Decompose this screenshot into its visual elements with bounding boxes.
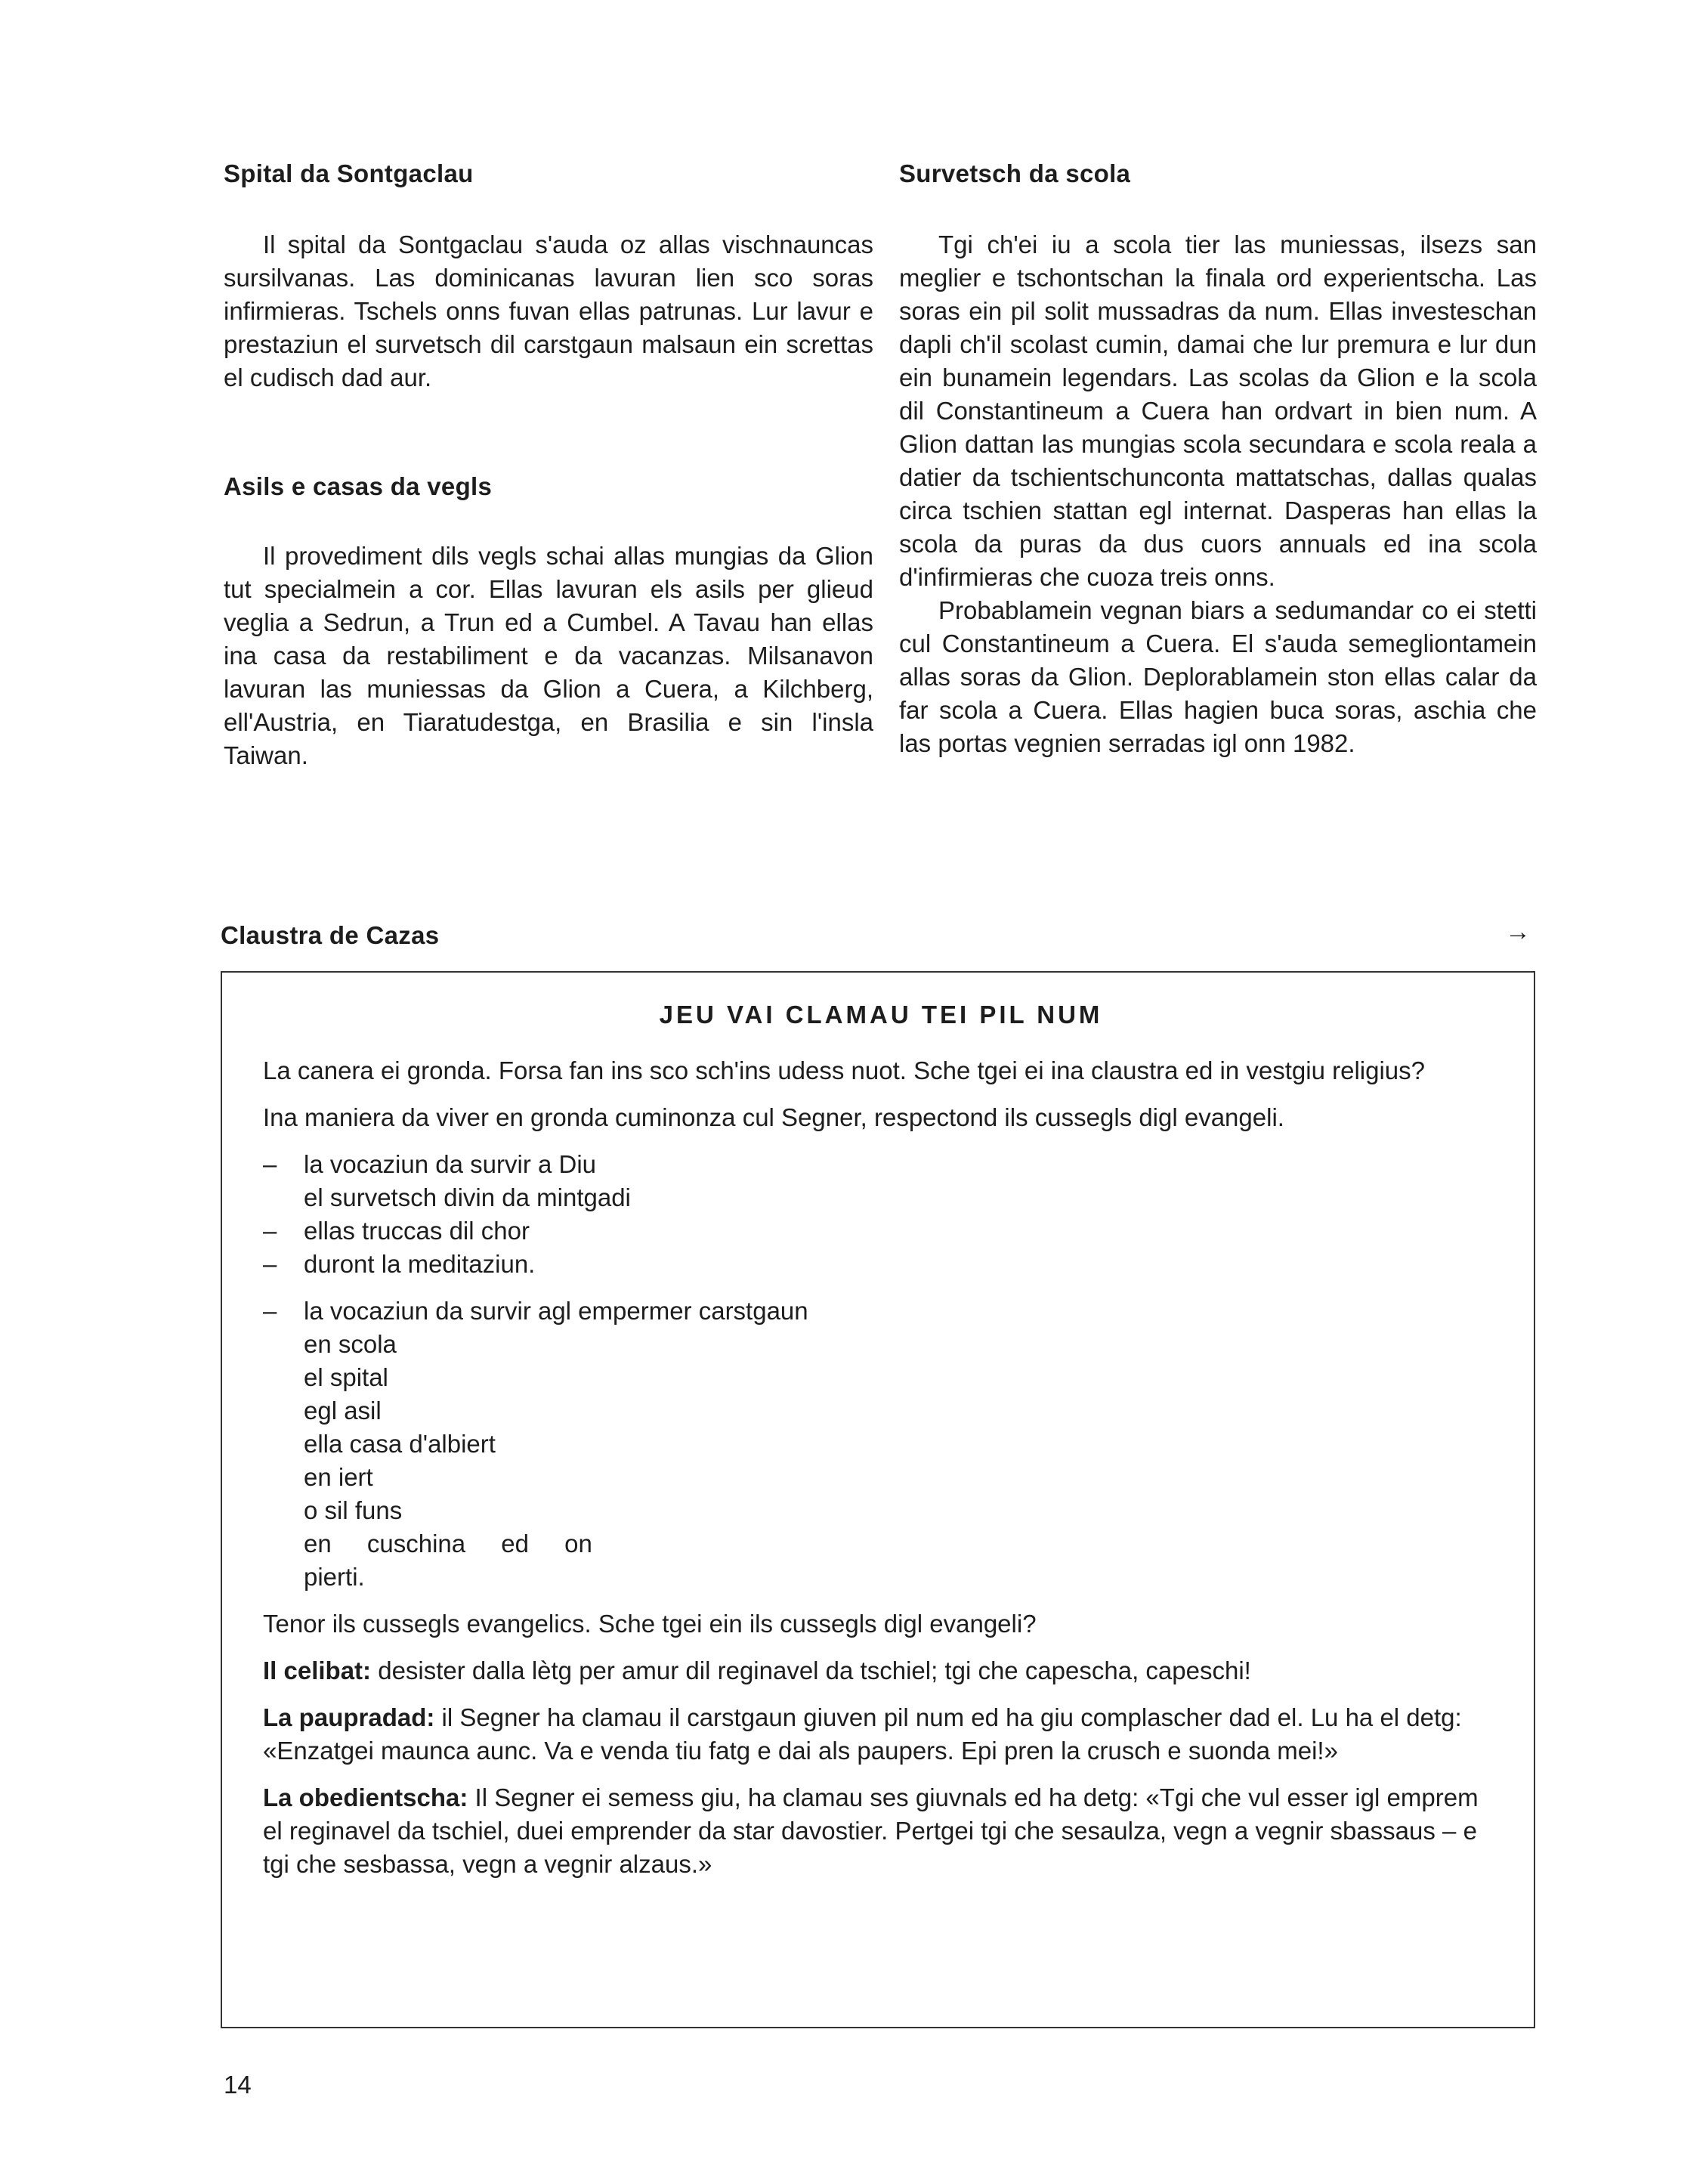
box-paragraph-1: La canera ei gronda. Forsa fan ins sco sch'ins udess nuot. Sche tgei ei ina claustra ed in vestgiu religius?: [263, 1056, 1426, 1084]
text-box: [221, 971, 1535, 2028]
celibat-text: desister dalla lètg per amur dil reginavel da tschiel; tgi che capescha, capeschi!: [371, 1657, 1251, 1684]
celibat-label: Il celibat:: [263, 1657, 372, 1684]
box-paragraph-2: Ina maniera da viver en gronda cuminonza cul Segner, respectond ils cussegls digl evangeli.: [263, 1103, 1284, 1131]
dash-marker: –: [263, 1297, 277, 1325]
asils-paragraph: Il provediment dils vegls schai allas mungias da Glion tut specialmein a cor. Ellas lavuran els asils per glieud veglia a Sedrun, a Trun ed a Cumbel. A Tavau han ellas ina casa da restabiliment e da vacanzas. Milsanavon lavuran las muniessas da Glion a Cuera, a Kilchberg, ell'Austria, en Tiaratudestga, en Brasilia e sin l'insla Taiwan.: [224, 542, 873, 769]
left-column: [224, 159, 873, 772]
claustra-header: [221, 917, 1537, 954]
list-item-text: duront la meditaziun.: [304, 1250, 536, 1278]
scola-paragraph-1: Tgi ch'ei iu a scola tier las muniessas, ilsezs san meglier e tschontschan la finala ord experientscha. Las soras ein pil solit mussadras da num. Ellas investeschan dapli ch'il scolast cumin, damai che lur premura e lur dun ein bunamein legendars. Las scolas da Glion e la scola dil Constantineum a Cuera han ordvart in bien num. A Glion dattan las mungias scola secundara e scola reala a datier da tschientschunconta mattatschas, dallas qualas circa tschien stattan egl internat. Dasperas han ellas la scola da puras da dus cuors annuals ed ina scola d'infirmieras che cuoza treis onns.: [899, 230, 1537, 591]
paupradad-text: il Segner ha clamau il carstgaun giuven pil num ed ha giu complascher dad el. Lu ha el detg: «Enzatgei maunca aunc. Va e venda tiu fatg e dai als paupers. Epi pren la crusch e suonda mei!»: [263, 1703, 1462, 1765]
sub-item: el spital: [304, 1363, 388, 1391]
list-item-text: ellas truccas dil chor: [304, 1217, 530, 1245]
dash-marker: –: [263, 1250, 277, 1278]
sub-item: en iert: [304, 1463, 373, 1491]
page-number: 14: [224, 2071, 252, 2099]
dash-marker: –: [263, 1150, 277, 1178]
celibat-paragraph: [263, 1654, 1499, 1687]
sub-item: en cuschina ed on: [304, 1530, 592, 1558]
section-title-claustra: Claustra de Cazas: [221, 921, 440, 949]
list-item: [263, 1295, 1499, 1328]
sub-item: egl asil: [304, 1397, 382, 1425]
list-item-text: la vocaziun da survir agl empermer carstgaun: [304, 1297, 808, 1325]
sub-item: pierti.: [304, 1563, 365, 1591]
text-box-content: [263, 1000, 1499, 1895]
vocation-list-1: [263, 1148, 1499, 1281]
box-paragraph-3: Tenor ils cussegls evangelics. Sche tgei ein ils cussegls digl evangeli?: [263, 1610, 1037, 1638]
box-title: JEU VAI CLAMAU TEI PIL NUM: [659, 1001, 1103, 1029]
spital-paragraph: Il spital da Sontgaclau s'auda oz allas vischnauncas sursilvanas. Las dominicanas lavuran lien sco soras infirmieras. Tschels onns fuvan ellas patrunas. Lur lavur e prestaziun el survetsch dil carstgaun malsaun ein screttas el cudisch dad aur.: [224, 230, 873, 391]
scola-paragraph-2: Probablamein vegnan biars a sedumandar co ei stetti cul Constantineum a Cuera. El s'auda semegliontamein allas soras da Glion. Deplorablamein ston ellas calar da far scola a Cuera. Ellas hagien buca soras, aschia che las portas vegnien serradas igl onn 1982.: [899, 596, 1537, 757]
list-item: [263, 1248, 1499, 1281]
section-title-scola: Survetsch da scola: [899, 159, 1131, 187]
paupradad-paragraph: [263, 1701, 1499, 1768]
dash-marker: –: [263, 1217, 277, 1245]
sub-item: ella casa d'albiert: [304, 1430, 496, 1458]
obedientscha-paragraph: [263, 1781, 1499, 1881]
list-item-subtext: el survetsch divin da mintgadi: [304, 1183, 631, 1211]
list-item-text: la vocaziun da survir a Diu: [304, 1150, 597, 1178]
vocation-list-2: [263, 1295, 1499, 1594]
section-title-spital: Spital da Sontgaclau: [224, 159, 474, 187]
sub-item: en scola: [304, 1330, 397, 1358]
obedientscha-label: La obedientscha:: [263, 1783, 468, 1811]
right-column: [899, 159, 1537, 760]
sub-item: o sil funs: [304, 1496, 403, 1524]
list-item: [263, 1148, 1499, 1214]
list-item: [263, 1214, 1499, 1248]
paupradad-label: La paupradad:: [263, 1703, 435, 1731]
obedientscha-text: Il Segner ei semess giu, ha clamau ses giuvnals ed ha detg: «Tgi che vul esser igl emprem el reginavel da tschiel, duei emprender da star davostier. Pertgei tgi che sesaulza, vegn a vegnir sbassaus – e tgi che sesbassa, vegn a vegnir alzaus.»: [263, 1783, 1479, 1878]
section-title-asils: Asils e casas da vegls: [224, 472, 493, 500]
arrow-right-icon: →: [1505, 917, 1531, 946]
